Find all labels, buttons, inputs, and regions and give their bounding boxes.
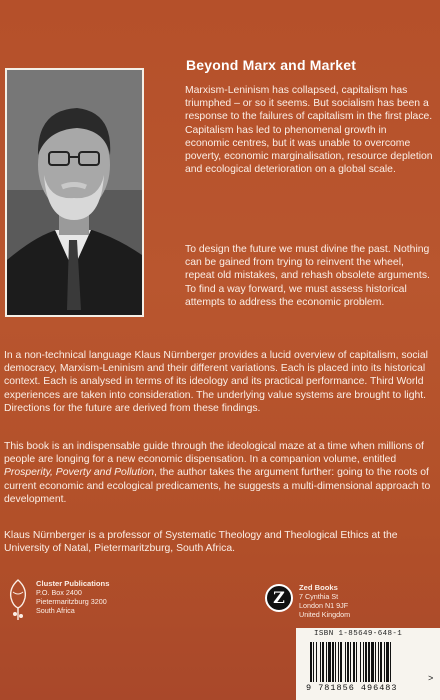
publisher-left-address-3: South Africa	[36, 606, 75, 615]
cluster-publications-logo	[5, 578, 31, 622]
publisher-right-name: Zed Books	[299, 583, 338, 592]
publisher-left-name: Cluster Publications	[36, 579, 110, 588]
publisher-right-address-3: United Kingdom	[299, 610, 351, 619]
barcode-suffix: >	[428, 674, 434, 684]
isbn-text: ISBN 1-85649-648-1	[314, 630, 403, 638]
blurb-paragraph-2: To design the future we must divine the past. Nothing can be gained from trying to reinvent the wheel, repeat old mistakes, and rehash obsolete arguments. To find a way forward, we must assess historical attempts to address the economic problem.	[185, 244, 430, 308]
blurb-paragraph-1: Marxism-Leninism has collapsed, capitalism has triumphed – or so it seems. But socialism has been a response to the failures of capitalism in the first place. Capitalism has led to phenomenal growth in economic centres, but it was unable to overcome poverty, economic marginalisation, resource depletion and ecological deterioration on a global scale.	[185, 85, 433, 176]
blurb-paragraph-3: In a non-technical language Klaus Nürnberger provides a lucid overview of capitalism, social democracy, Marxism-Leninism and their different variations. Each is placed into its historical context. Each is analysed in terms of its ideology and its practical performance. Third World experiences are taken into consideration. The underlying value systems are brought to light. Directions for the future are derived from these findings.	[4, 350, 428, 414]
companion-volume-title: Prosperity, Poverty and Pollution	[4, 467, 154, 479]
book-title: Beyond Marx and Market	[186, 57, 357, 73]
zed-books-logo: Z	[265, 584, 293, 612]
barcode-digits: 9 781856 496483	[306, 683, 398, 693]
publisher-left	[36, 579, 109, 615]
publisher-left-address-1: P.O. Box 2400	[36, 588, 82, 597]
publisher-right-address-2: London N1 9JF	[299, 601, 349, 610]
publisher-left-address-2: Pietermaritzburg 3200	[36, 597, 107, 606]
barcode-bars	[310, 642, 428, 682]
author-photo	[5, 68, 144, 317]
author-bio: Klaus Nürnberger is a professor of Systematic Theology and Theological Ethics at the University of Natal, Pietermaritzburg, South Africa.	[4, 530, 398, 555]
publisher-right	[299, 583, 350, 619]
publisher-right-address-1: 7 Cynthia St	[299, 592, 339, 601]
blurb-paragraph-4: This book is an indispensable guide through the ideological maze at a time when millions of people are longing for a new economic dispensation. In a companion volume, entitled Prosperity, Poverty and Pollution, the author takes the argument further: going to the roots of current economic and ecological predicaments, he suggests a multi-dimensional approach to development.	[4, 441, 431, 505]
